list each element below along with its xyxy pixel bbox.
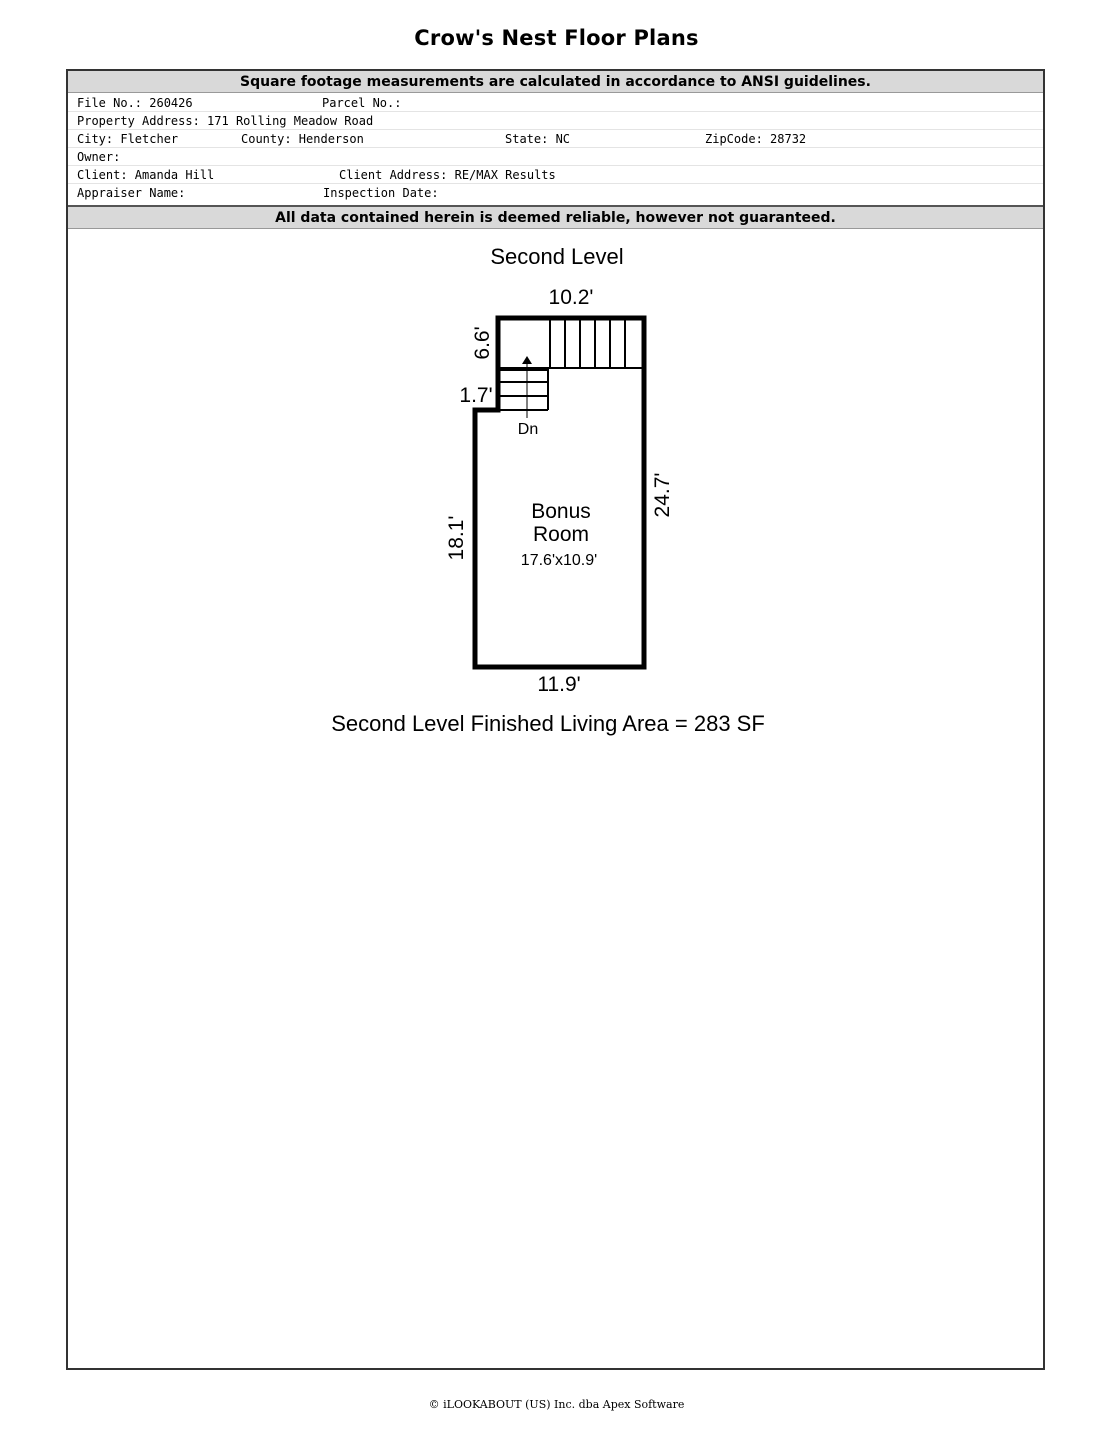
- zipcode: ZipCode: 28732: [705, 132, 807, 146]
- room-name-line1: Bonus: [531, 500, 591, 523]
- dim-stair-left: 6.6': [471, 326, 494, 360]
- room-size: 17.6'x10.9': [520, 552, 598, 569]
- state: State: NC: [505, 132, 571, 146]
- page-title: Crow's Nest Floor Plans: [414, 26, 699, 50]
- client: Client: Amanda Hill: [77, 168, 215, 182]
- room-name-line2: Room: [532, 523, 590, 546]
- dim-right: 24.7': [651, 472, 674, 518]
- owner: Owner:: [77, 150, 121, 164]
- client-address: Client Address: RE/MAX Results: [339, 168, 556, 182]
- county: County: Henderson: [241, 132, 364, 146]
- appraiser-name: Appraiser Name:: [77, 186, 186, 200]
- dim-top: 10.2': [548, 286, 594, 309]
- stair-label: Dn: [517, 421, 539, 438]
- property-address: Property Address: 171 Rolling Meadow Road: [77, 114, 374, 128]
- stair-arrow-icon: [522, 356, 532, 364]
- disclaimer-bar: All data contained herein is deemed reliable, however not guaranteed.: [68, 205, 1043, 229]
- area-summary: Second Level Finished Living Area = 283 SF: [331, 711, 765, 736]
- stair-treads-lower: [500, 370, 548, 410]
- dim-bottom: 11.9': [537, 673, 581, 696]
- dim-step: 1.7': [459, 384, 493, 407]
- file-no: File No.: 260426: [77, 96, 193, 110]
- city: City: Fletcher: [77, 132, 179, 146]
- level-title: Second Level: [490, 244, 624, 269]
- stair-wall: [498, 368, 644, 410]
- ansi-notice-bar: Square footage measurements are calculated in accordance to ANSI guidelines.: [68, 71, 1043, 93]
- inspection-date: Inspection Date:: [323, 186, 439, 200]
- dim-left: 18.1': [445, 515, 468, 561]
- stair-treads-upper: [550, 320, 625, 368]
- copyright-footer: © iLOOKABOUT (US) Inc. dba Apex Software: [428, 1398, 685, 1411]
- parcel-no: Parcel No.:: [322, 96, 402, 110]
